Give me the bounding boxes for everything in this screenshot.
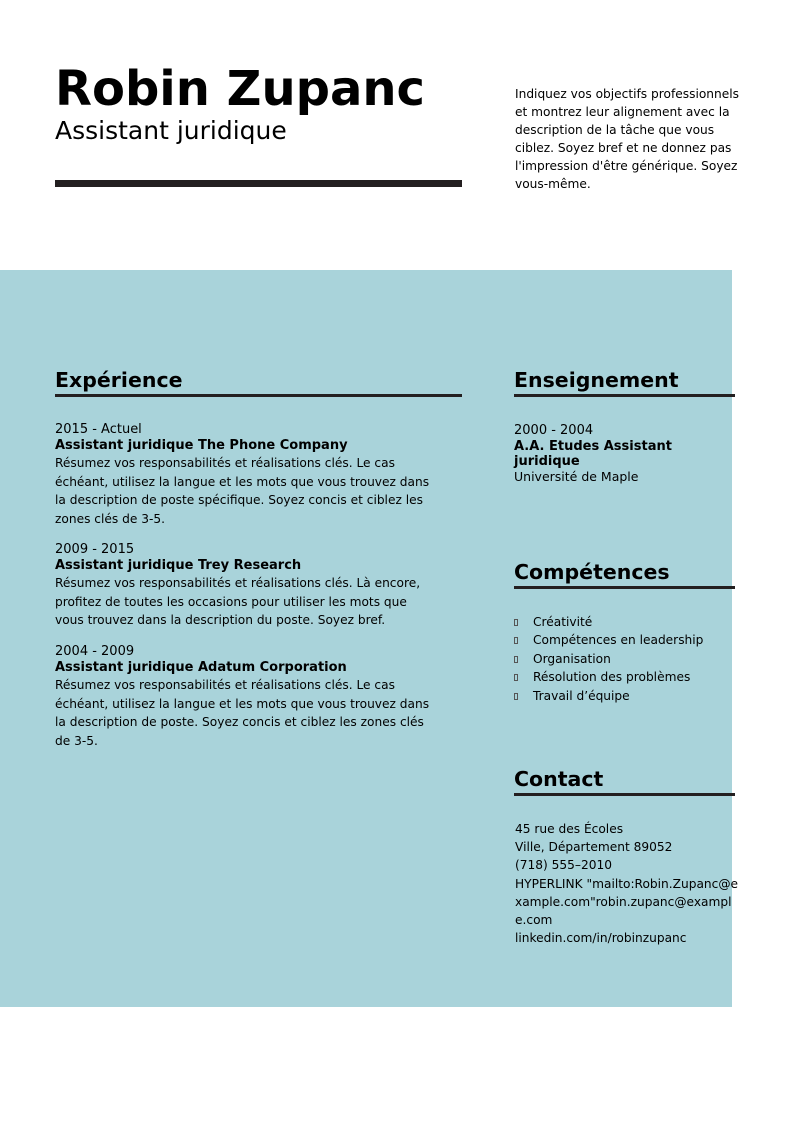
contact-linkedin[interactable]: linkedin.com/in/robinzupanc [515, 931, 687, 946]
skills-divider [514, 586, 735, 589]
candidate-name: Robin Zupanc [55, 61, 425, 117]
experience-job-title: Assistant juridique The Phone Company [55, 438, 348, 453]
contact-divider [514, 793, 735, 796]
bullet-icon [514, 637, 518, 644]
list-item [514, 650, 703, 668]
bullet-icon [514, 619, 518, 626]
contact-email[interactable]: HYPERLINK "mailto:Robin.Zupanc@example.com"robin.zupanc@example.com [515, 876, 739, 928]
skill-label: Travail d’équipe [533, 688, 630, 703]
experience-item [55, 422, 435, 528]
bullet-icon [514, 693, 518, 700]
education-period: 2000 - 2004 [514, 423, 594, 438]
contact-city: Ville, Département 89052 [515, 840, 673, 855]
education-entry [514, 423, 714, 485]
experience-job-title: Assistant juridique Adatum Corporation [55, 660, 347, 675]
skills-heading: Compétences [514, 560, 670, 584]
skills-list [514, 613, 703, 705]
bullet-icon [514, 656, 518, 663]
education-heading: Enseignement [514, 368, 679, 392]
list-item [514, 668, 703, 686]
education-divider [514, 394, 735, 397]
education-school: Université de Maple [514, 469, 639, 484]
list-item [514, 613, 703, 631]
contact-details [515, 820, 740, 947]
experience-job-title: Assistant juridique Trey Research [55, 558, 302, 573]
list-item [514, 687, 703, 705]
experience-period: 2009 - 2015 [55, 542, 135, 557]
experience-description: Résumez vos responsabilités et réalisations clés. Le cas échéant, utilisez la langue et les mots que vous trouvez dans la description de poste spécifique. Soyez concis et ciblez les zones clés de 3-5. [55, 456, 430, 526]
contact-address: 45 rue des Écoles [515, 822, 624, 836]
experience-divider [55, 394, 462, 397]
skill-label: Organisation [533, 651, 611, 666]
experience-description: Résumez vos responsabilités et réalisations clés. Là encore, profitez de toutes les occasions pour utiliser les mots que vous trouvez dans la description du poste. Soyez bref. [55, 576, 421, 627]
experience-period: 2015 - Actuel [55, 422, 142, 437]
skill-label: Compétences en leadership [533, 633, 704, 648]
header-divider [55, 180, 462, 187]
objective-text: Indiquez vos objectifs professionnels et montrez leur alignement avec la description de la tâche que vous ciblez. Soyez bref et ne donnez pas l'impression d'être générique. Soyez vous-même. [515, 87, 739, 191]
experience-heading: Expérience [55, 368, 183, 392]
skill-label: Créativité [533, 615, 593, 629]
skill-label: Résolution des problèmes [533, 670, 691, 685]
contact-phone: (718) 555–2010 [515, 858, 613, 873]
experience-item [55, 644, 435, 750]
experience-period: 2004 - 2009 [55, 644, 135, 659]
candidate-role: Assistant juridique [55, 116, 287, 145]
education-degree: A.A. Etudes Assistant juridique [514, 439, 672, 469]
list-item [514, 631, 703, 649]
contact-heading: Contact [514, 767, 604, 791]
experience-item [55, 542, 435, 630]
bullet-icon [514, 674, 518, 681]
experience-description: Résumez vos responsabilités et réalisations clés. Le cas échéant, utilisez la langue et les mots que vous trouvez dans la description de poste. Soyez concis et ciblez les zones clés de 3-5. [55, 678, 430, 748]
